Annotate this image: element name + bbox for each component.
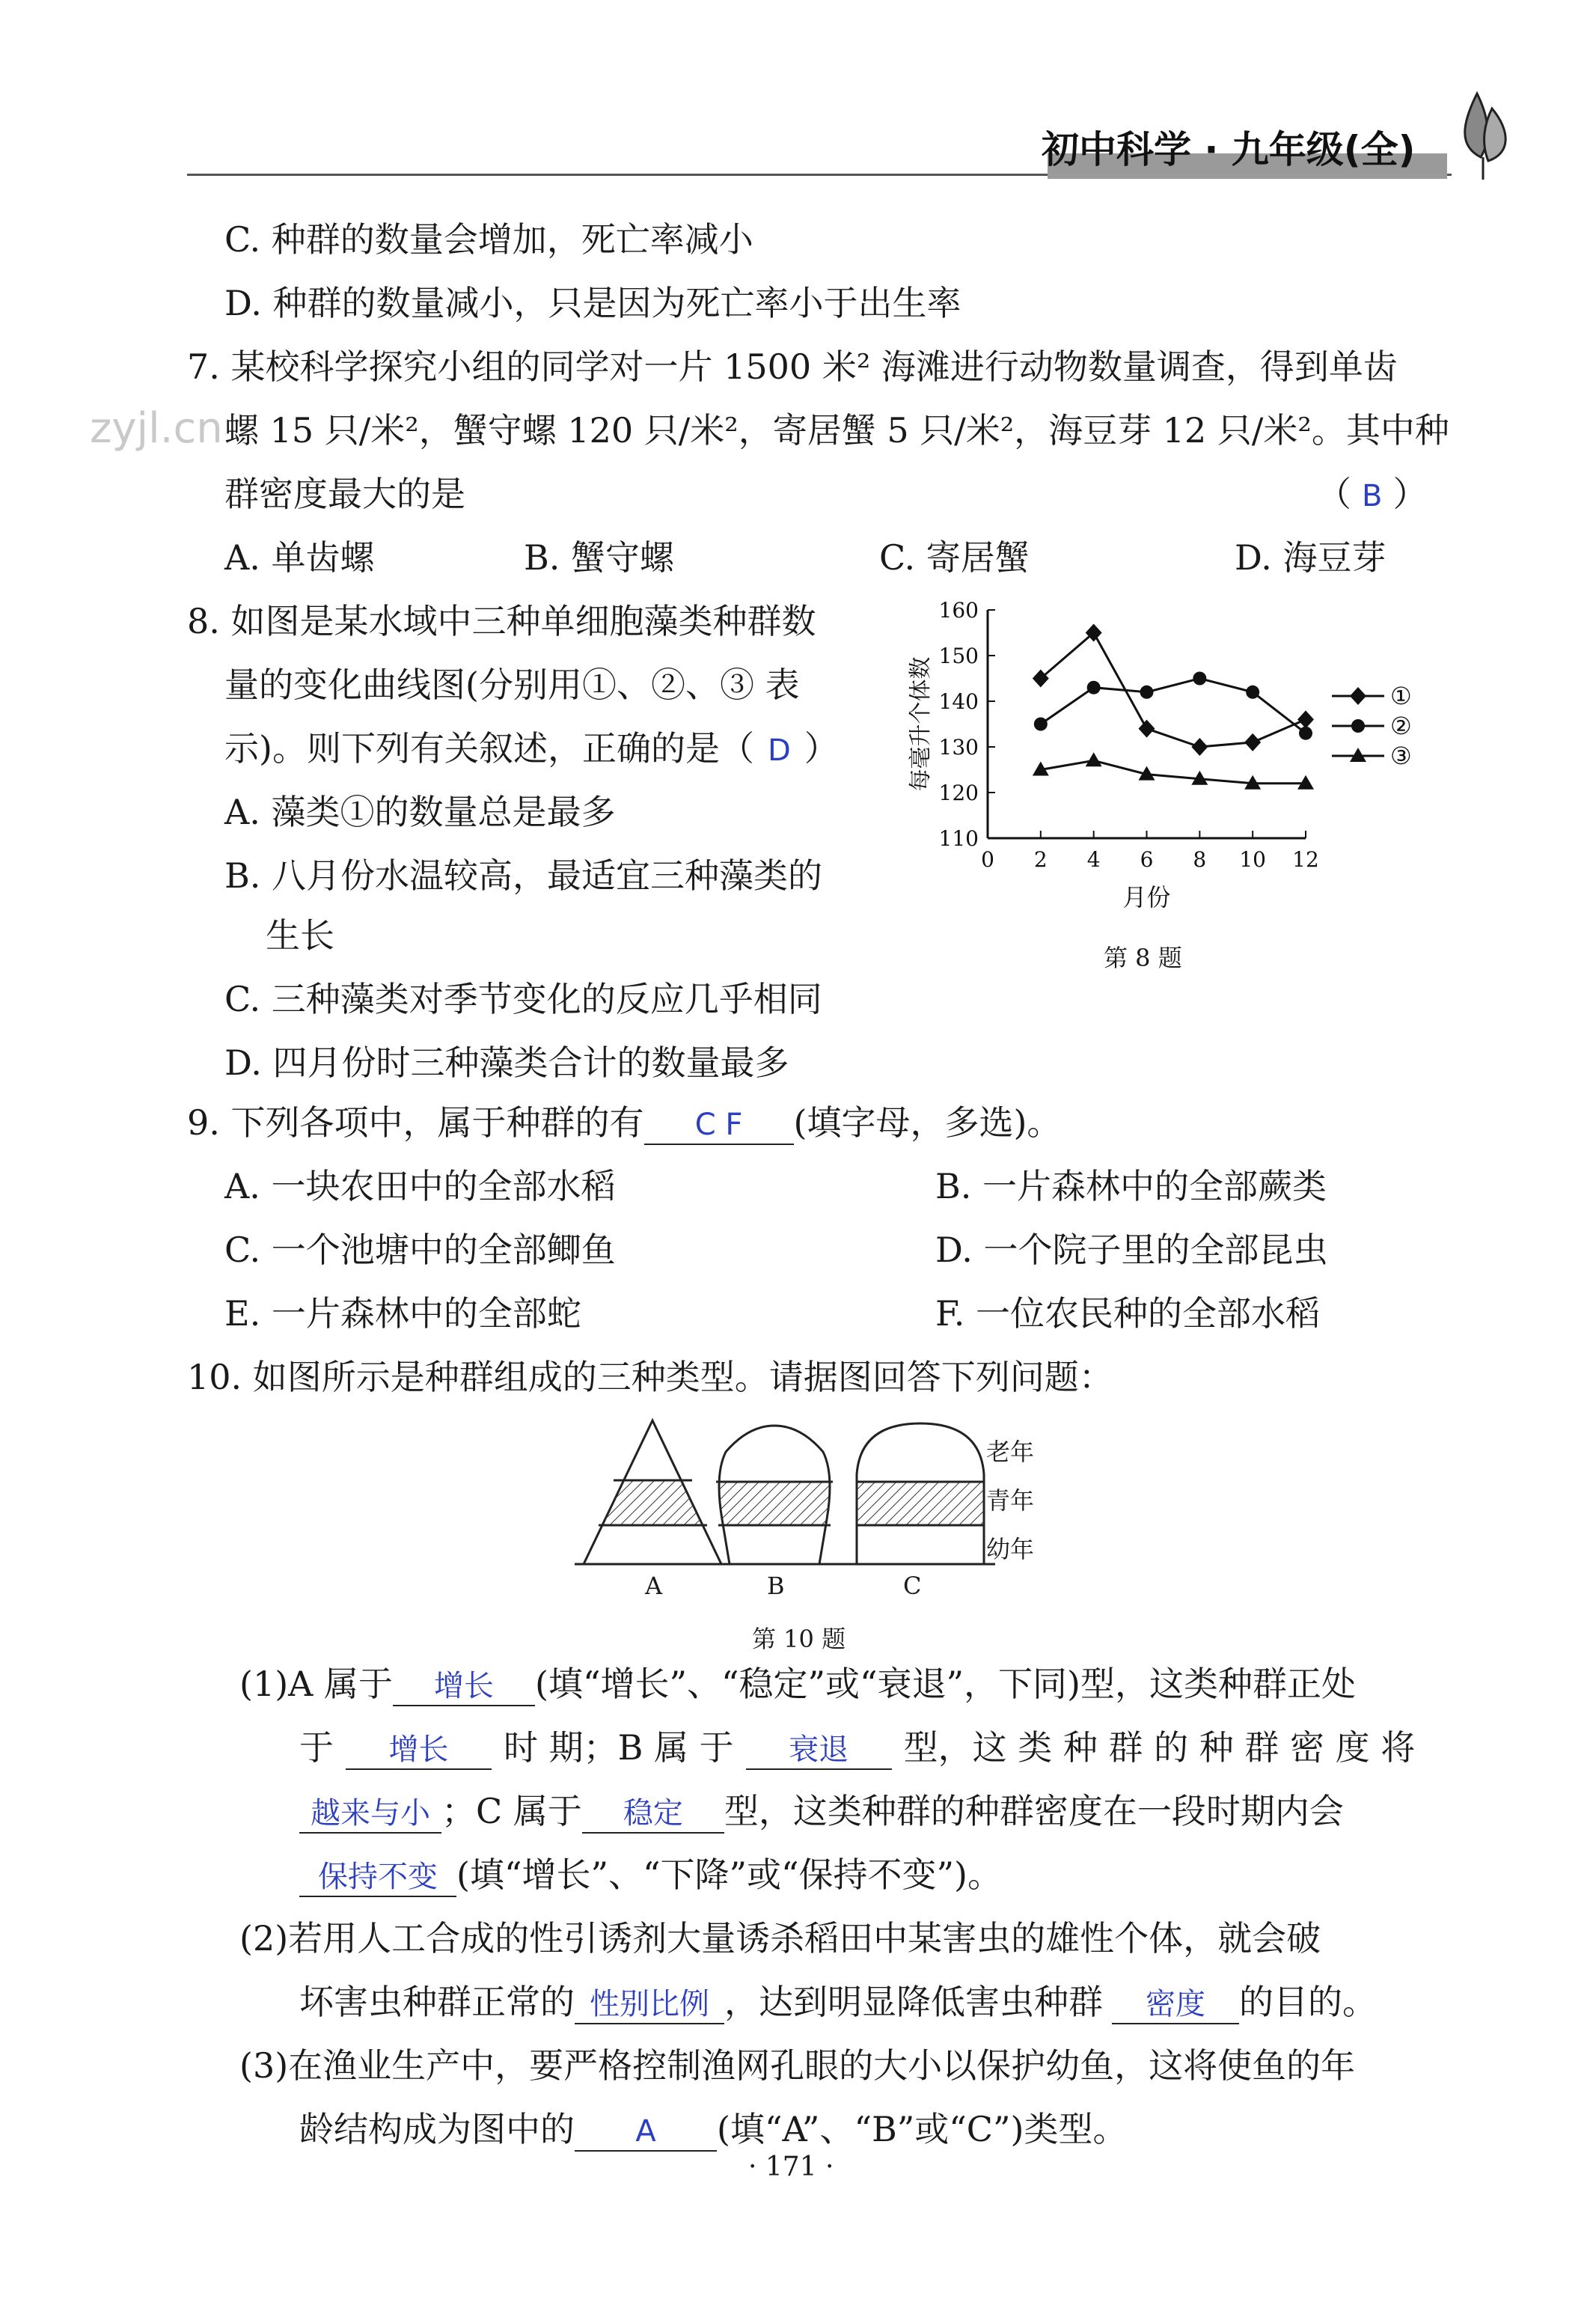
q6-option-c: C. 种群的数量会增加，死亡率减小 xyxy=(224,219,753,260)
q10-p3-line1: (3)在渔业生产中，要严格控制渔网孔眼的大小以保护幼鱼，这将使鱼的年 xyxy=(239,2045,1356,2086)
q10-p2-line2 xyxy=(299,1979,1377,2024)
y-tick-label: 140 xyxy=(938,689,979,714)
x-tick-label: 6 xyxy=(1140,847,1154,872)
y-tick-label: 150 xyxy=(938,644,979,668)
q10-p3-line2 xyxy=(299,2107,1127,2152)
q7-option-b: B. 蟹守螺 xyxy=(524,537,675,578)
series-2-point xyxy=(1246,686,1259,699)
q10-p1-ans1: 增长 xyxy=(393,1667,535,1706)
series-2-point xyxy=(1140,686,1154,699)
series-line-3 xyxy=(1041,760,1306,784)
q10-p1-ans2: 增长 xyxy=(346,1731,492,1770)
q10-p1-l2a: 于 xyxy=(299,1727,334,1768)
q10-p1-line4 xyxy=(299,1852,1002,1897)
x-axis-label: 月份 xyxy=(1122,883,1171,912)
age-label-adult: 青年 xyxy=(986,1486,1035,1515)
y-axis-label: 每毫升个体数 xyxy=(908,656,934,792)
q8-option-b1: B. 八月份水温较高，最适宜三种藻类的 xyxy=(224,855,823,896)
series-2-point xyxy=(1193,672,1206,686)
leaf-logo-icon xyxy=(1455,86,1514,183)
pyramid-c-adult-band xyxy=(853,1482,988,1525)
q9-option-b: B. 一片森林中的全部蕨类 xyxy=(935,1166,1327,1206)
legend-label-3: ③ xyxy=(1390,742,1412,770)
series-2-point xyxy=(1034,718,1048,731)
q10-p2-line1: (2)若用人工合成的性引诱剂大量诱杀稻田中某害虫的雄性个体，就会破 xyxy=(239,1918,1321,1959)
q10-p2-l2c: 的目的。 xyxy=(1239,1982,1377,2022)
q9-option-f: F. 一位农民种的全部水稻 xyxy=(935,1293,1320,1334)
q10-p1-line2 xyxy=(299,1725,1415,1770)
pyramid-b-adult-band xyxy=(711,1482,838,1525)
page-number: · 171 · xyxy=(748,2152,834,2182)
q10-p2-l2a: 坏害虫种群正常的 xyxy=(299,1982,575,2022)
x-tick-label: 4 xyxy=(1086,847,1101,872)
series-line-2 xyxy=(1041,679,1306,733)
q10-p1-l2b: 时 期；B 属 于 xyxy=(504,1727,734,1768)
q10-p3-l2b: (填“A”、“B”或“C”)类型。 xyxy=(717,2109,1128,2149)
q10-p2-l2b: ，达到明显降低害虫种群 xyxy=(724,1982,1103,2022)
q10-p1-l2c: 型，这 类 种 群 的 种 群 密 度 将 xyxy=(903,1727,1416,1768)
q9-option-e: E. 一片森林中的全部蛇 xyxy=(224,1293,581,1334)
series-2-point xyxy=(1299,727,1312,740)
watermark: zyjl.cn xyxy=(90,404,223,453)
x-tick-label: 2 xyxy=(1033,847,1048,872)
q8-answer: D xyxy=(767,733,791,768)
series-line-1 xyxy=(1041,633,1306,748)
q9-stem xyxy=(187,1100,1061,1145)
q8-line1: 8. 如图是某水域中三种单细胞藻类种群数 xyxy=(187,601,816,641)
q8-option-b2: 生长 xyxy=(266,915,334,956)
q10-p1-l4b: (填“增长”、“下降”或“保持不变”)。 xyxy=(456,1854,1002,1895)
y-tick-label: 120 xyxy=(938,781,979,805)
x-tick-label: 10 xyxy=(1239,847,1266,872)
legend-marker-2 xyxy=(1351,719,1365,733)
q9-stem-pre: 9. 下列各项中，属于种群的有 xyxy=(187,1102,644,1143)
q7-line1: 7. 某校科学探究小组的同学对一片 1500 米² 海滩进行动物数量调查，得到单齿 xyxy=(187,347,1398,387)
series-3-point xyxy=(1086,752,1102,766)
q10-p1-l1a: (1)A 属于 xyxy=(239,1664,394,1704)
q10-p3-ans: A xyxy=(575,2113,717,2152)
q7-option-a: A. 单齿螺 xyxy=(224,537,375,578)
q6-option-d: D. 种群的数量减小，只是因为死亡率小于出生率 xyxy=(224,283,961,323)
q7-option-c: C. 寄居蟹 xyxy=(879,537,1030,578)
q10-p1-l3b: 型，这类种群的种群密度在一段时期内会 xyxy=(724,1791,1344,1831)
series-1-point xyxy=(1139,720,1155,738)
q7-answer-paren xyxy=(1317,471,1427,519)
y-tick-label: 160 xyxy=(938,598,979,623)
q8-option-d: D. 四月份时三种藻类合计的数量最多 xyxy=(224,1042,789,1083)
y-tick-label: 110 xyxy=(938,826,979,851)
q10-caption: 第 10 题 xyxy=(752,1625,846,1653)
q8-line-chart xyxy=(890,591,1459,995)
x-tick-label: 8 xyxy=(1193,847,1207,872)
q9-stem-post: (填字母，多选)。 xyxy=(793,1102,1062,1143)
q10-p3-l2a: 龄结构成为图中的 xyxy=(299,2109,575,2149)
q10-stem: 10. 如图所示是种群组成的三种类型。请据图回答下列问题： xyxy=(187,1357,1113,1397)
q8-caption: 第 8 题 xyxy=(1104,944,1182,972)
q9-answer: C F xyxy=(644,1106,794,1145)
header-title: 初中科学 · 九年级(全) xyxy=(1042,128,1416,171)
q7-line2: 螺 15 只/米²，蟹守螺 120 只/米²，寄居蟹 5 只/米²，海豆芽 12 只/米²。其中种 xyxy=(224,410,1449,451)
q10-p1-line3 xyxy=(299,1789,1344,1834)
q10-p1-line1 xyxy=(239,1661,1356,1706)
q10-p1-ans4: 越来与小 xyxy=(299,1795,441,1834)
q7-answer: B xyxy=(1362,479,1383,513)
q7-option-d: D. 海豆芽 xyxy=(1235,537,1386,578)
q10-p1-ans3: 衰退 xyxy=(746,1731,892,1770)
q8-option-a: A. 藻类①的数量总是最多 xyxy=(224,792,616,832)
q10-p1-l3a: ；C 属于 xyxy=(441,1791,582,1831)
age-label-young: 幼年 xyxy=(986,1535,1035,1563)
q10-label-b: B xyxy=(767,1572,785,1600)
series-1-point xyxy=(1191,738,1208,756)
q8-paren-close: ） xyxy=(804,728,839,769)
x-tick-label: 0 xyxy=(981,847,994,872)
paren-open: （ xyxy=(1317,474,1351,514)
q10-p2-ans1: 性别比例 xyxy=(575,1985,724,2024)
q9-option-c: C. 一个池塘中的全部鲫鱼 xyxy=(224,1230,616,1270)
q8-line3 xyxy=(224,726,839,773)
q8-option-c: C. 三种藻类对季节变化的反应几乎相同 xyxy=(224,979,822,1019)
paren-close: ） xyxy=(1392,474,1428,514)
q9-option-a: A. 一块农田中的全部水稻 xyxy=(224,1166,616,1206)
q10-p2-ans2: 密度 xyxy=(1112,1985,1239,2024)
series-1-point xyxy=(1297,710,1314,728)
q10-p1-ans6: 保持不变 xyxy=(299,1858,456,1897)
q10-label-a: A xyxy=(645,1572,663,1600)
q9-option-d: D. 一个院子里的全部昆虫 xyxy=(935,1230,1328,1270)
age-label-old: 老年 xyxy=(986,1438,1035,1466)
series-2-point xyxy=(1087,681,1101,694)
q10-label-c: C xyxy=(903,1572,922,1600)
x-tick-label: 12 xyxy=(1292,847,1319,872)
series-1-point xyxy=(1244,733,1261,751)
q10-p1-l1b: (填“增长”、“稳定”或“衰退”，下同)型，这类种群正处 xyxy=(535,1664,1357,1704)
q8-line2: 量的变化曲线图(分别用①、②、③ 表 xyxy=(224,665,800,705)
q10-p1-ans5: 稳定 xyxy=(582,1795,724,1834)
legend-label-1: ① xyxy=(1390,682,1412,710)
q7-line3: 群密度最大的是 xyxy=(224,474,465,514)
q8-line3-text: 示)。则下列有关叙述，正确的是（ xyxy=(224,728,754,769)
legend-marker-1 xyxy=(1350,687,1366,705)
legend-label-2: ② xyxy=(1390,712,1412,740)
y-tick-label: 130 xyxy=(938,735,979,760)
